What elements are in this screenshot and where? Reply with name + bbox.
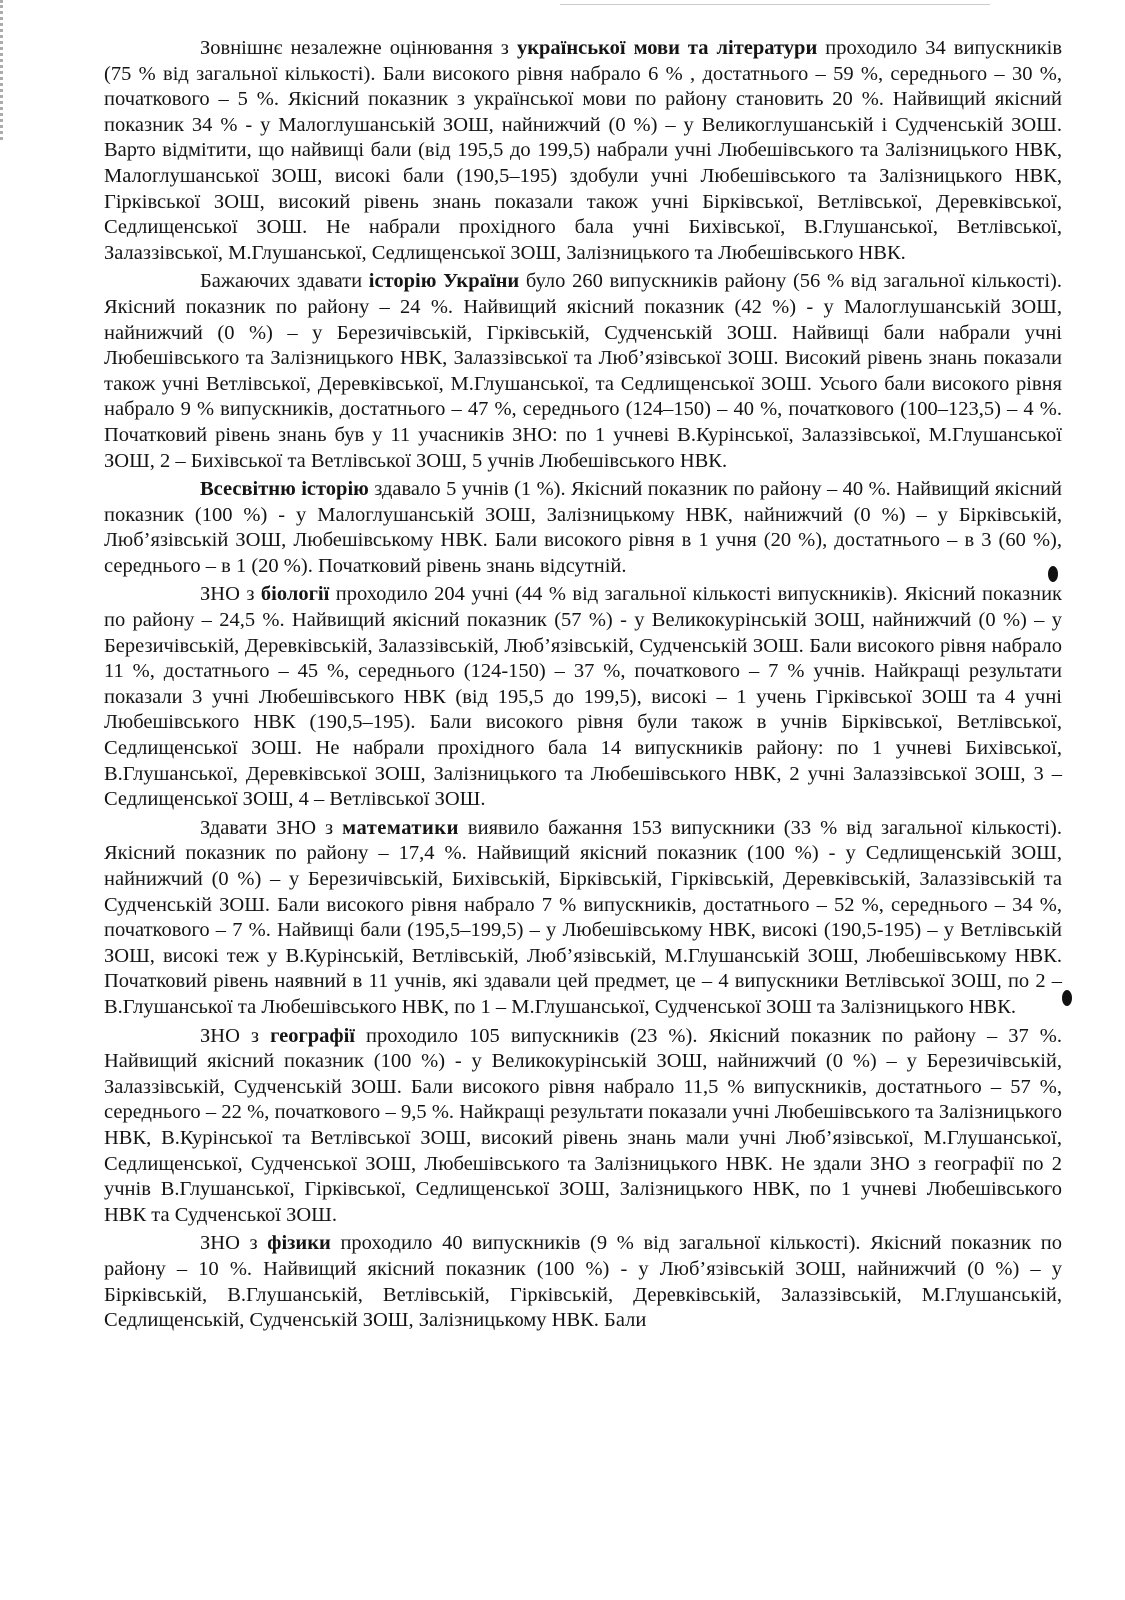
ink-blot — [1062, 990, 1072, 1006]
subject-name: фізики — [267, 1232, 331, 1255]
scan-edge-marks — [0, 0, 11, 140]
paragraph-text: ЗНО з — [200, 1024, 271, 1047]
paragraph-text: здавало 5 учнів (1 %). Якісний показник по району – 40 %. Найвищий якісний показник (100 %) - у Малоглушанській ЗОШ, Залізницькому НВК, найнижчий (0 %) – у Бірківській, Люб’язівській ЗОШ, Любешівському НВК. Бали високого рівня в 1 учня (20 %), достатнього – в 3 (60 %), середнього – в 1 (20 %). Початковий рівень знань відсутній. — [104, 478, 1062, 577]
document-page — [104, 36, 1062, 1337]
subject-name: історію України — [368, 270, 520, 293]
paragraph-ukrainian — [104, 36, 1062, 266]
paragraph-text: ЗНО з — [200, 583, 261, 606]
paragraph-text: було 260 випускників району (56 % від загальної кількості). Якісний показник по району – 24 %. Найвищий якісний показник (42 %) - у Малоглушанській ЗОШ, найнижчий (0 %) – у Березичівській, Гірківській, Судченській ЗОШ. Найвищі бали набрали учні Любешівського та Залізницького НВК, Залаззівської та Люб’язівської ЗОШ. Високий рівень знань показали також учні Ветлівської, Деревківської, М.Глушанської, та Седлищенської ЗОШ. Усього бали високого рівня набрало 9 % випускників, достатнього – 47 %, середнього (124–150) – 40 %, початкового (100–123,5) – 4 %. Початковий рівень знань був у 11 учасників ЗНО: по 1 учневі В.Курінської, Залаззівської, М.Глушанської ЗОШ, 2 – Бихівської та Ветлівської ЗОШ, 5 учнів Любешівського НВК. — [104, 270, 1062, 472]
paragraph-text: Бажаючих здавати — [200, 270, 369, 293]
paragraph-text: Здавати ЗНО з — [200, 816, 343, 839]
paragraph-geography — [104, 1024, 1062, 1229]
subject-name: Всесвітню історію — [200, 478, 369, 501]
paragraph-text: проходило 105 випускників (23 %). Якісний показник по району – 37 %. Найвищий якісний показник (100 %) - у Великокурінській ЗОШ, найнижчий (0 %) – у Березичівській, Залаззівській, Судченській ЗОШ. Бали високого рівня набрало 11,5 % випускників, достатнього – 57 %, середнього – 22 %, початкового – 9,5 %. Найкращі результати показали учні Любешівського та Залізницького НВК, В.Курінської та Ветлівської ЗОШ, високий рівень знань мали учні Люб’язівської, М.Глушанської, Седлищенської, Судченської ЗОШ, Любешівського та Залізницького НВК. Не здали ЗНО з географії по 2 учнів В.Глушанської, Гірківської, Седлищенської ЗОШ, Залізницького НВК, по 1 учневі Любешівського НВК та Судченської ЗОШ. — [104, 1024, 1062, 1226]
paragraph-history-ukraine — [104, 269, 1062, 474]
paragraph-biology — [104, 582, 1062, 812]
subject-name: математики — [342, 816, 459, 839]
paragraph-text: Зовнішнє незалежне оцінювання з — [200, 37, 517, 59]
paragraph-mathematics — [104, 816, 1062, 1021]
subject-name: географії — [270, 1024, 355, 1047]
paragraph-text: проходило 204 учні (44 % від загальної кількості випускників). Якісний показник по району – 24,5 %. Найвищий якісний показник (57 %) - у Великокурінській ЗОШ, найнижчий (0 %) – у Березичівській, Деревківській, Залаззівській, Люб’язівській, Судченській ЗОШ. Бали високого рівня набрало 11 %, достатнього – 45 %, середнього (124-150) – 37 %, початкового – 7 % учнів. Найкращі результати показали 3 учні Любешівського НВК (від 195,5 до 199,5), високі – 1 учень Гірківської ЗОШ та 4 учні Любешівського НВК (190,5–195). Бали високого рівня були також в учнів Бірківської, Ветлівської, Седлищенської ЗОШ. Не набрали прохідного бала 14 випускників району: по 1 учневі Бихівської, В.Глушанської, Деревківської ЗОШ, Залізницького та Любешівського НВК, 2 учні Залаззівської ЗОШ, 3 – Седлищенської ЗОШ, 4 – Ветлівської ЗОШ. — [104, 583, 1062, 811]
paragraph-world-history — [104, 477, 1062, 579]
subject-name: української мови та літератури — [516, 37, 818, 59]
subject-name: біології — [260, 583, 330, 606]
paragraph-physics — [104, 1231, 1062, 1333]
paragraph-text: проходило 40 випускників (9 % від загальної кількості). Якісний показник по району – 10 %. Найвищий якісний показник (100 %) - у Люб’язівській ЗОШ, найнижчий (0 %) – у Бірківській, В.Глушанській, Ветлівській, Гірківській, Деревківській, Залаззівській, М.Глушанській, Седлищенській, Судченській ЗОШ, Залізницькому НВК. Бали — [104, 1232, 1062, 1332]
paragraph-text: виявило бажання 153 випускники (33 % від загальної кількості). Якісний показник по району – 17,4 %. Найвищий якісний показник (100 %) - у Седлищенській ЗОШ, найнижчий (0 %) – у Березичівській, Бихівській, Бірківській, Гірківській, Деревківській, Залаззівській та Судченській ЗОШ. Бали високого рівня набрало 7 % випускників, достатнього – 52 %, середнього – 34 %, початкового – 7 %. Найвищі бали (195,5–199,5) – у Любешівському НВК, високі (190,5-195) – у Ветлівській ЗОШ, високі теж у В.Курінській, Ветлівській, Люб’язівській, М.Глушанській ЗОШ, Любешівському НВК. Початковий рівень наявний в 11 учнів, які здавали цей предмет, це – 4 випускники Ветлівської ЗОШ, по 2 – В.Глушанської та Любешівського НВК, по 1 – М.Глушанської, Судченської ЗОШ та Залізницького НВК. — [104, 816, 1062, 1018]
paragraph-text: ЗНО з — [200, 1232, 268, 1255]
scan-top-line — [560, 4, 990, 5]
paragraph-text: проходило 34 випускників (75 % від загальної кількості). Бали високого рівня набрало 6 % , достатнього – 59 %, середнього – 30 %, початкового – 5 %. Якісний показник з української мови по району становить 20 %. Найвищий якісний показник 34 % - у Малоглушанській ЗОШ, найнижчий (0 %) – у Великоглушанській і Судченській ЗОШ. Варто відмітити, що найвищі бали (від 195,5 до 199,5) набрали учні Любешівського та Залізницького НВК, Малоглушанської ЗОШ, високі бали (190,5–195) здобули учні Любешівського та Залізницького НВК, Гірківської ЗОШ, високий рівень знань показали також учні Бірківської, Ветлівської, Деревківської, Седлищенської ЗОШ. Не набрали прохідного бала учні Бихівської, В.Глушанської, Ветлівської, Залаззівської, М.Глушанської, Седлищенської ЗОШ, Залізницького та Любешівського НВК. — [104, 37, 1063, 264]
